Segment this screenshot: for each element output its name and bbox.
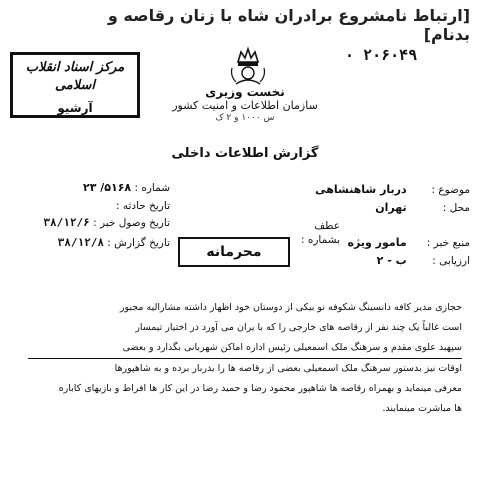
field-label: منبع خبر : [426,237,470,249]
body-line: ها مباشرت مینمایند. [382,403,462,414]
report-body [28,298,462,419]
field-label: تاریخ گزارش : [107,237,170,249]
field-label: محل : [442,202,470,214]
body-line: اوقات نیز بدستور سرهنگ ملک اسمعیلی بعضی از رقاصه ها را بدربار برده و به شاهپورها [114,363,462,374]
field-event-date [10,199,170,213]
field-place [280,201,470,215]
letterhead-line1: نخست وزیری [205,85,285,99]
letterhead-line2: سازمان اطلاعات و امنیت کشور [172,99,318,112]
body-line: سپهبد علوی مقدم و سرهنگ ملک اسمعیلی رئیس اداره اماکن شهربانی بگذارد و بعضی [28,338,462,359]
field-value: ۵۱۶۸/ ۲۳ [82,181,132,194]
field-label: شماره : [134,182,170,194]
archive-stamp [10,52,140,118]
archive-stamp-line2: آرشیو [57,101,93,115]
field-report-date [10,236,170,250]
field-value: ب - ۲ [376,254,407,267]
field-label: تاریخ حادثه : [115,200,170,212]
letterhead-line3: س ۱۰۰۰ و ۲ ک [215,113,275,123]
field-number [10,181,170,195]
field-subject [280,183,470,197]
document-header-title: [ارتباط نامشروع برادران شاه با زنان رقاصه و بدنام] [107,6,470,44]
field-grade [280,254,470,268]
field-label: عطف بشماره : [300,220,340,246]
field-value: دربار شاهنشاهی [315,183,407,196]
report-title: گزارش اطلاعات داخلی [171,146,319,161]
crown-emblem-icon [226,46,270,86]
field-value: ۳۸/۱۲/۸ [57,236,104,249]
body-line: است غالباً یک چند نفر از رقاصه های خارجی را که با یران می آورد در اختیار تیمسار [135,322,462,333]
confidential-stamp: محرمانه [178,237,290,267]
field-source [280,236,470,250]
field-value: مامور ویژه [347,236,407,249]
body-line: معرفی مینماید و بهمراه رقاصه ها شاهپور محمود رضا و حمید رضا در این کار ها افراط و بازیهای کاباره [58,383,462,394]
body-line: حجازی مدیر کافه دانسینگ شکوفه نو بیکی از دوستان خود اظهار داشته مشارالیه مجبور [119,302,462,313]
field-value: تهران [375,201,407,214]
archive-stamp-line1: مرکز اسناد انقلاب اسلامی [25,60,125,93]
field-label: موضوع : [431,184,470,196]
letterhead [170,86,320,125]
field-label: تاریخ وصول خبر : [93,217,170,229]
document-number: ۰ ۲۰۶۰۴۹ [345,46,418,64]
field-received-date [10,216,170,230]
field-label: ارزیابی : [432,255,470,267]
field-value: ۳۸/۱۲/۶ [43,216,90,229]
